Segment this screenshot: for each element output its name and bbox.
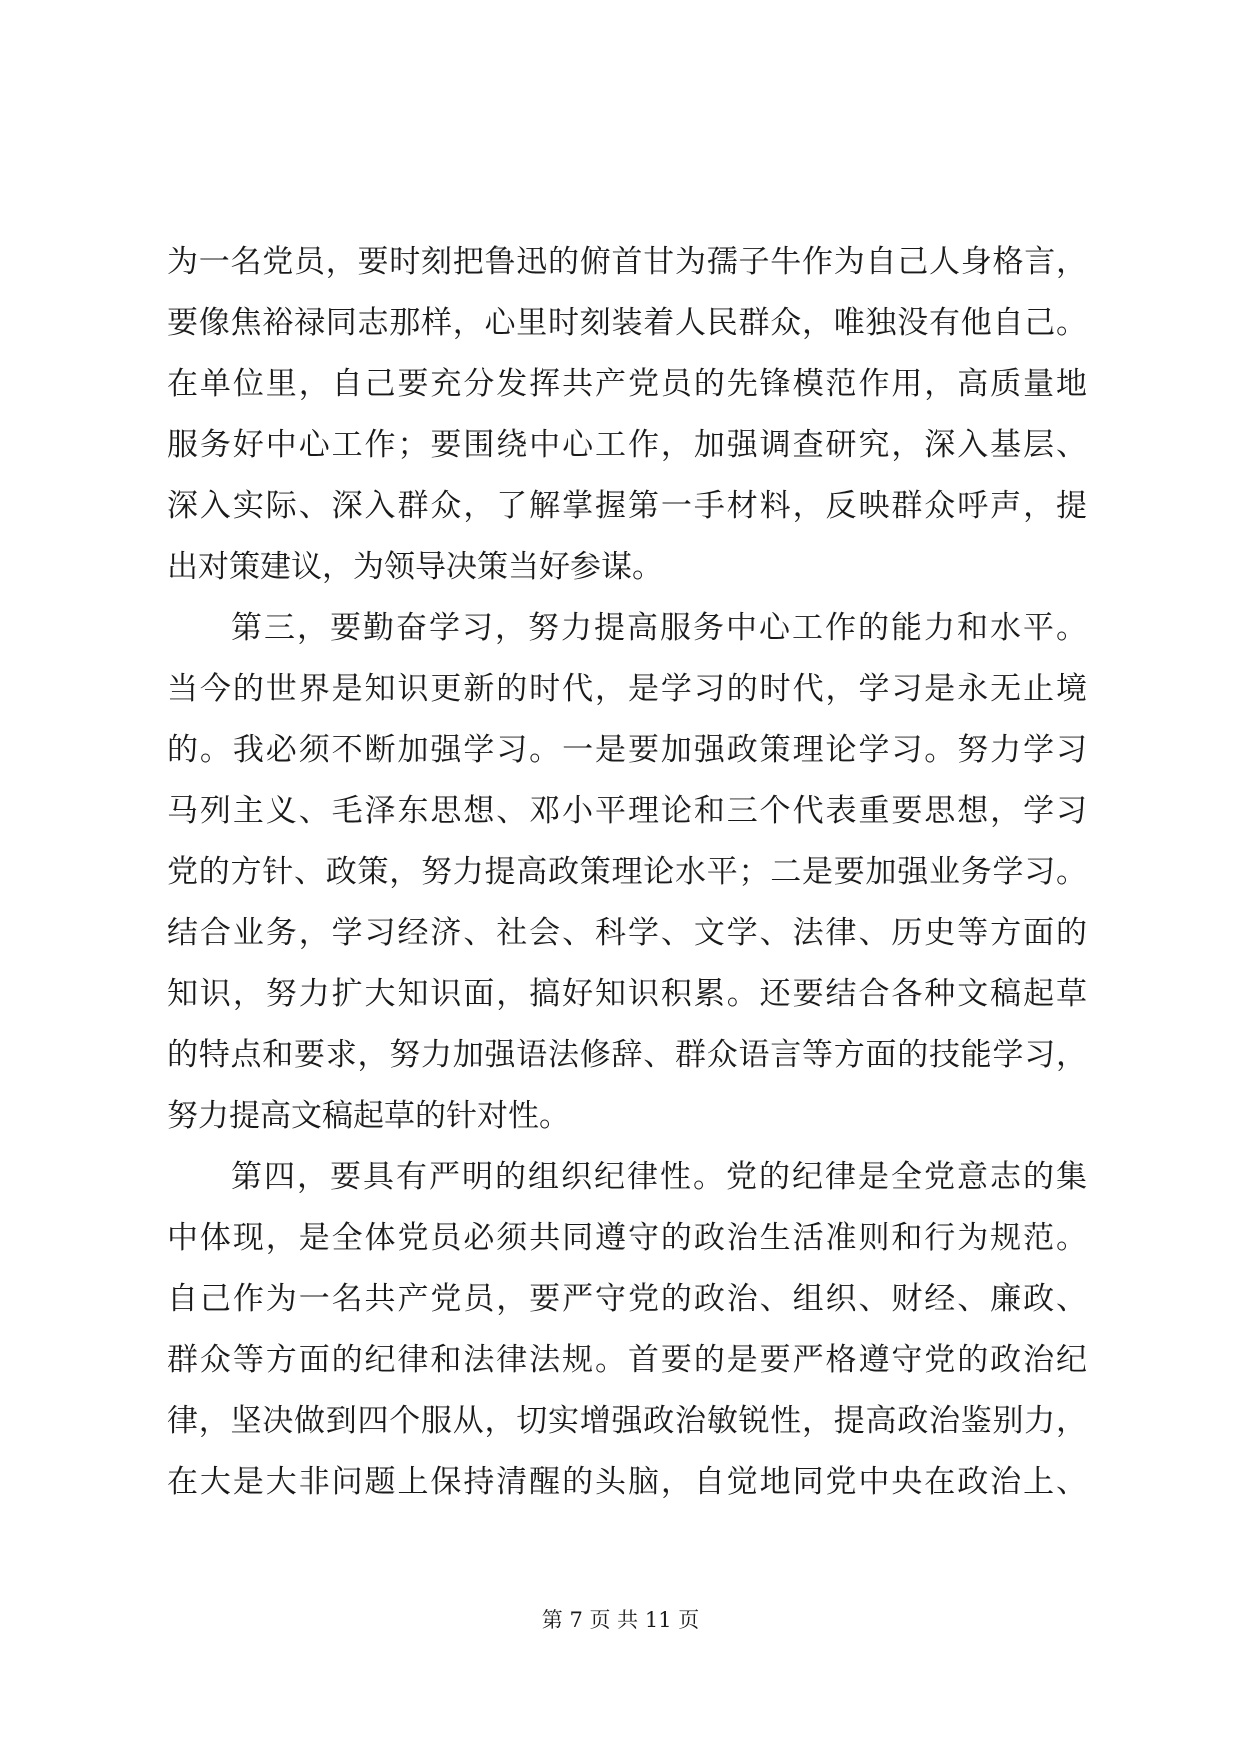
- text-line: 中体现，是全体党员必须共同遵守的政治生活准则和行为规范。: [167, 1220, 1087, 1256]
- text-line: 在大是大非问题上保持清醒的头脑，自觉地同党中央在政治上、: [167, 1464, 1087, 1500]
- text-line: 知识，努力扩大知识面，搞好知识积累。还要结合各种文稿起草: [167, 976, 1087, 1012]
- text-line: 深入实际、深入群众，了解掌握第一手材料，反映群众呼声，提: [167, 488, 1087, 524]
- text-line: 结合业务，学习经济、社会、科学、文学、法律、历史等方面的: [167, 915, 1087, 951]
- text-line: 第三，要勤奋学习，努力提高服务中心工作的能力和水平。: [231, 610, 1087, 646]
- text-line: 群众等方面的纪律和法律法规。首要的是要严格遵守党的政治纪: [167, 1342, 1087, 1378]
- text-line: 服务好中心工作；要围绕中心工作，加强调查研究，深入基层、: [167, 427, 1087, 463]
- text-line: 马列主义、毛泽东思想、邓小平理论和三个代表重要思想，学习: [167, 793, 1087, 829]
- text-line: 努力提高文稿起草的针对性。: [167, 1098, 570, 1134]
- text-line: 第四，要具有严明的组织纪律性。党的纪律是全党意志的集: [231, 1159, 1087, 1195]
- document-body: [167, 232, 1087, 1513]
- page-footer: 第 7 页 共 11 页: [541, 1608, 700, 1632]
- text-line: 自己作为一名共产党员，要严守党的政治、组织、财经、廉政、: [167, 1281, 1087, 1317]
- text-line: 的。我必须不断加强学习。一是要加强政策理论学习。努力学习: [167, 732, 1087, 768]
- text-line: 出对策建议，为领导决策当好参谋。: [167, 549, 663, 585]
- text-line: 在单位里，自己要充分发挥共产党员的先锋模范作用，高质量地: [167, 366, 1087, 402]
- text-line: 要像焦裕禄同志那样，心里时刻装着人民群众，唯独没有他自己。: [167, 305, 1087, 341]
- text-line: 党的方针、政策，努力提高政策理论水平；二是要加强业务学习。: [167, 854, 1087, 890]
- text-line: 律，坚决做到四个服从，切实增强政治敏锐性，提高政治鉴别力，: [167, 1403, 1087, 1439]
- text-line: 为一名党员，要时刻把鲁迅的俯首甘为孺子牛作为自己人身格言，: [167, 244, 1087, 280]
- text-line: 的特点和要求，努力加强语法修辞、群众语言等方面的技能学习，: [167, 1037, 1087, 1073]
- text-line: 当今的世界是知识更新的时代，是学习的时代，学习是永无止境: [167, 671, 1087, 707]
